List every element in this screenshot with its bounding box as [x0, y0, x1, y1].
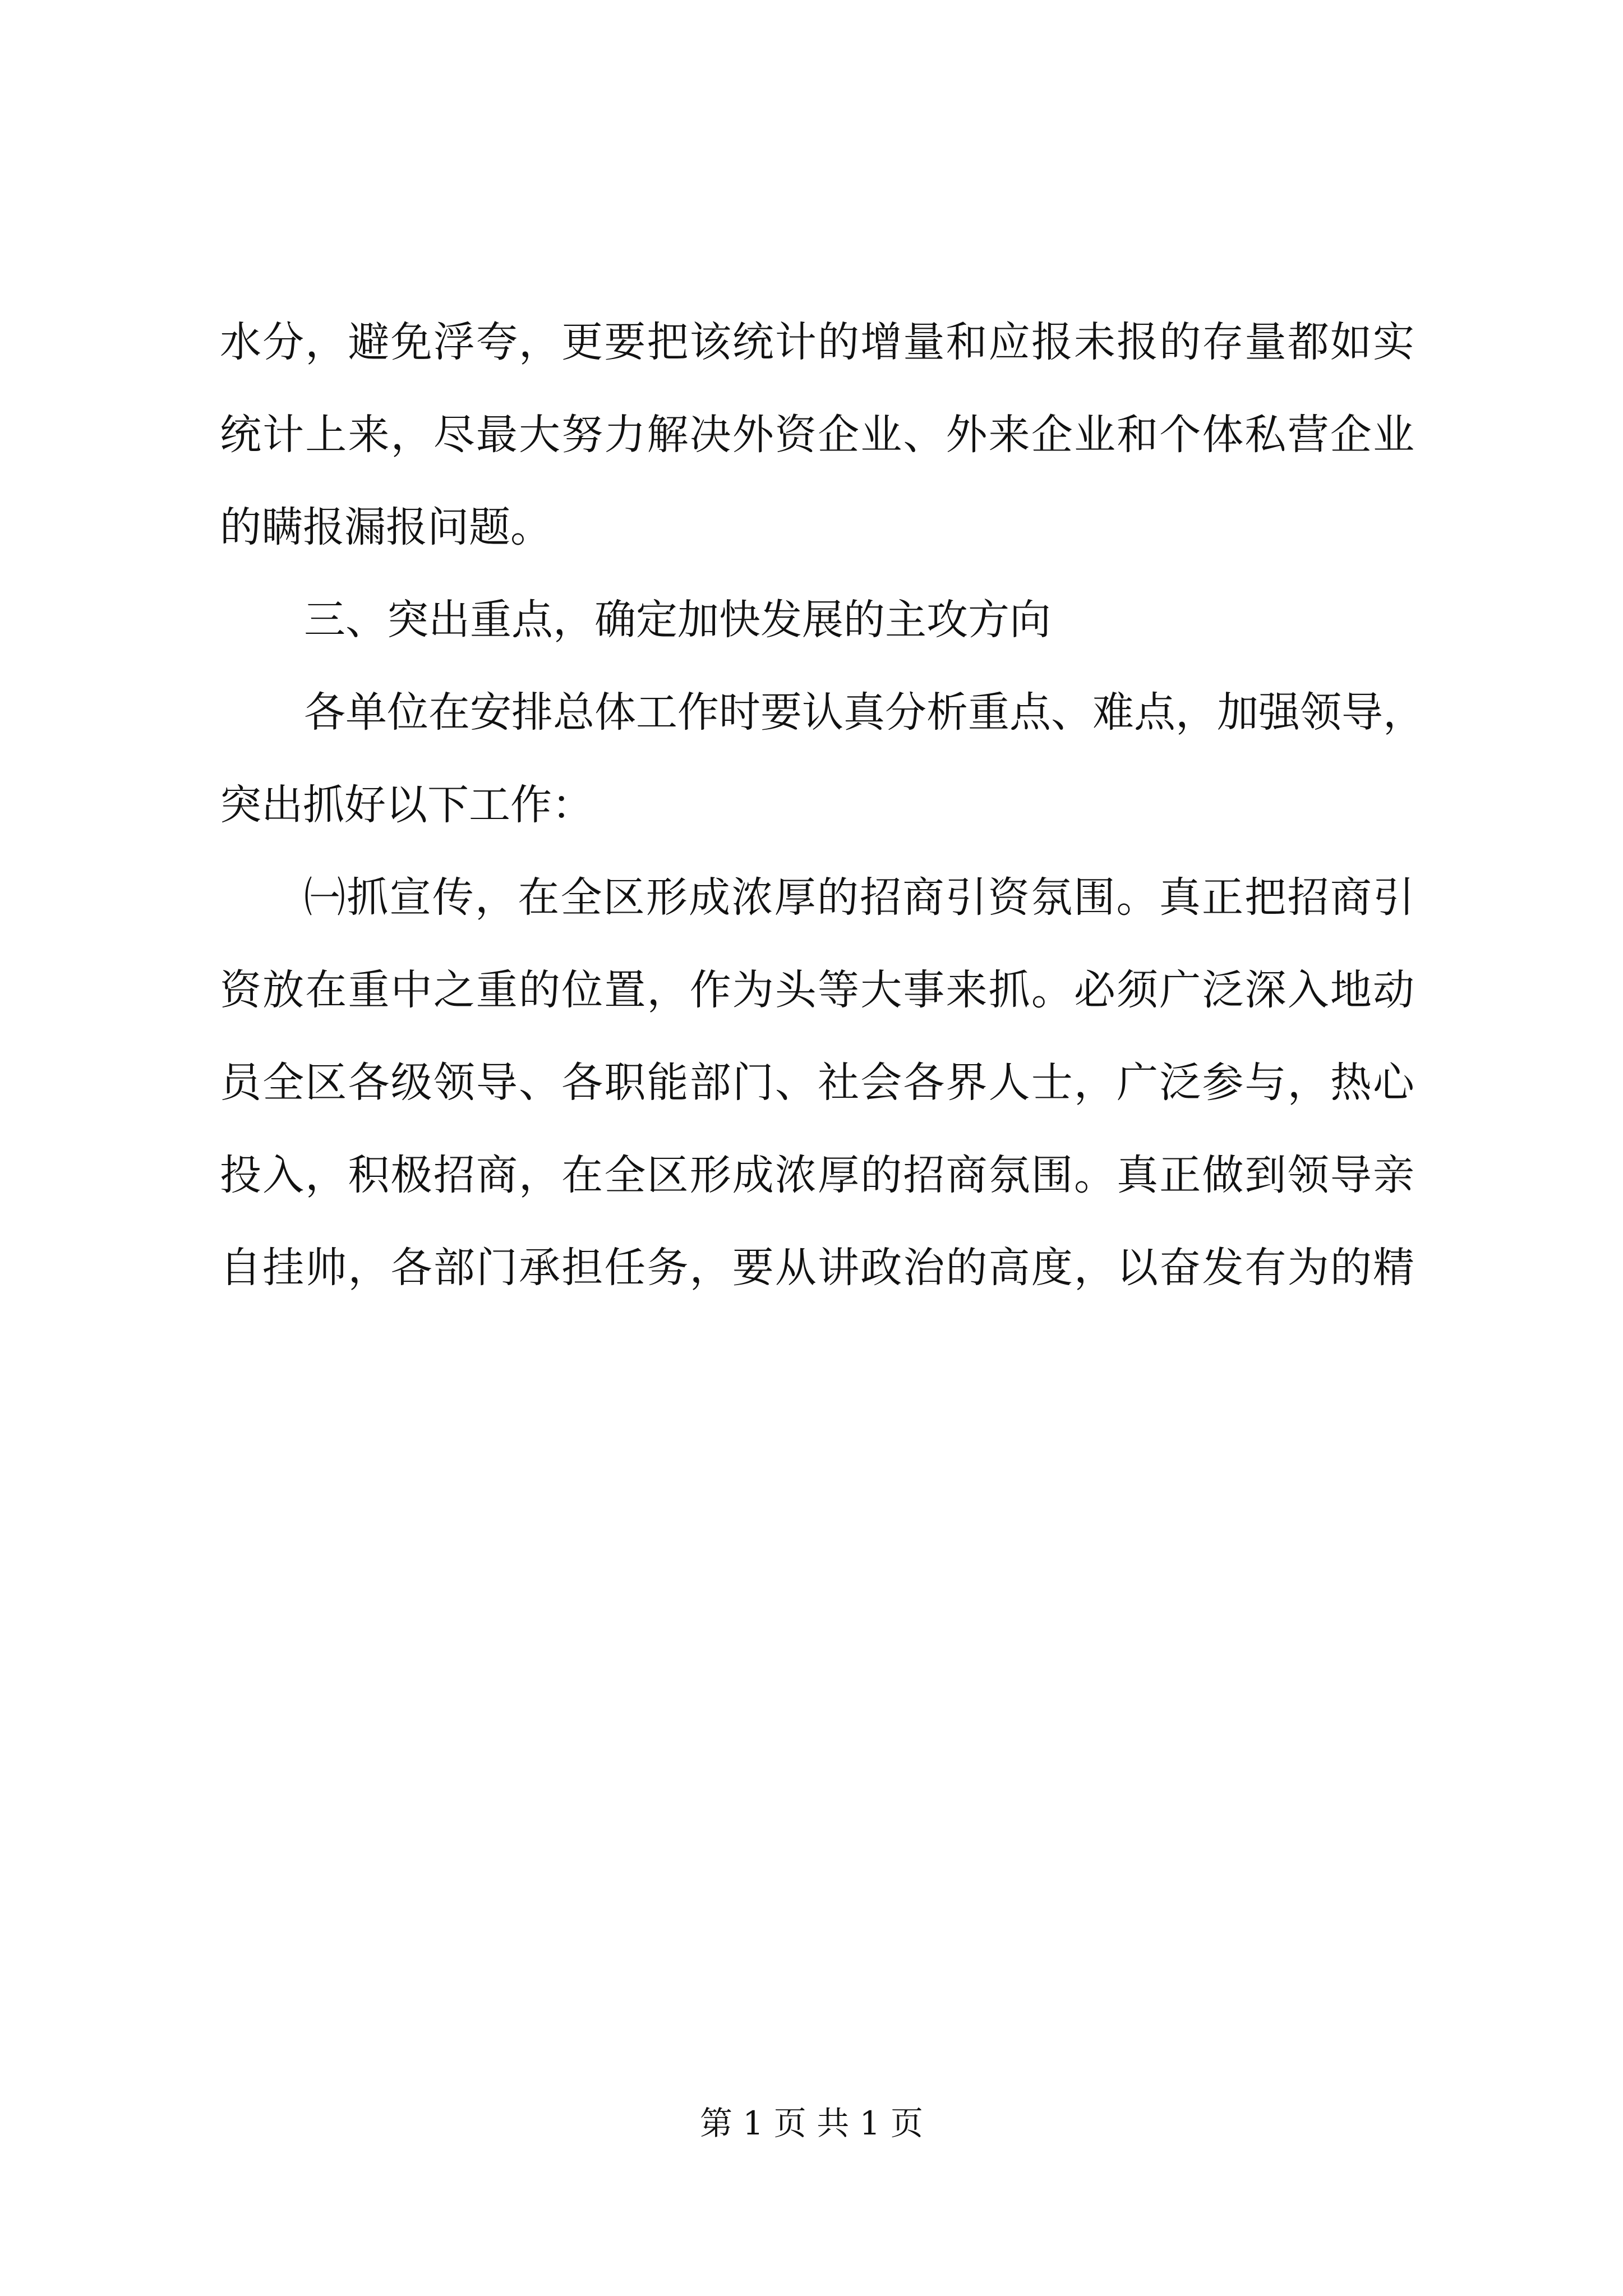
- text-line: 统计上来，尽最大努力解决外资企业、外来企业和个体私营企业: [220, 411, 1414, 459]
- text-line: 突出抓好以下工作：: [220, 781, 593, 829]
- text-line: 的瞒报漏报问题。: [220, 503, 552, 551]
- text-line: 员全区各级领导、各职能部门、社会各界人士，广泛参与，热心: [220, 1059, 1414, 1107]
- text-line: 自挂帅，各部门承担任务，要从讲政治的高度，以奋发有为的精: [220, 1244, 1414, 1292]
- text-line: 资放在重中之重的位置，作为头等大事来抓。必须广泛深入地动: [220, 966, 1414, 1014]
- page-number-footer: 第 1 页 共 1 页: [700, 2104, 923, 2142]
- text-line: 投入，积极招商，在全区形成浓厚的招商氛围。真正做到领导亲: [220, 1151, 1414, 1199]
- section-heading: 三、突出重点，确定加快发展的主攻方向: [304, 596, 1051, 644]
- text-line: 各单位在安排总体工作时要认真分析重点、难点，加强领导，: [304, 688, 1424, 737]
- text-line: ㈠抓宣传，在全区形成浓厚的招商引资氛围。真正把招商引: [304, 873, 1414, 922]
- body-text: [220, 296, 1424, 1314]
- text-line: 水分，避免浮夸，更要把该统计的增量和应报未报的存量都如实: [220, 318, 1414, 366]
